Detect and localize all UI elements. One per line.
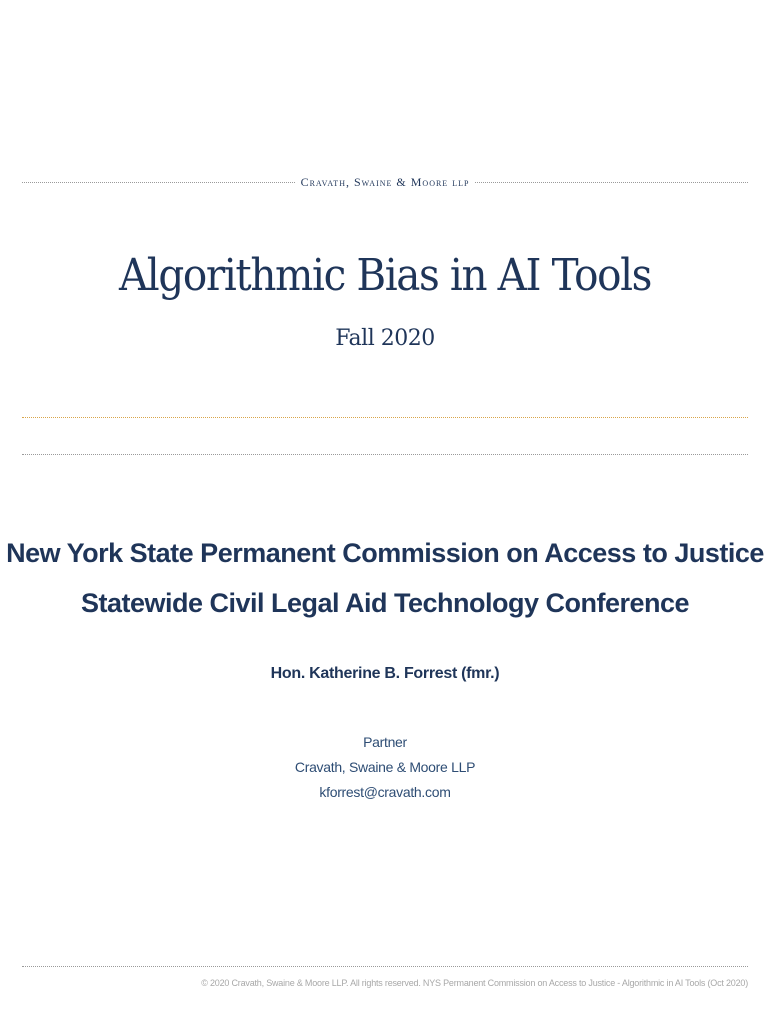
conference-name: Statewide Civil Legal Aid Technology Conference	[80, 588, 690, 618]
presentation-subtitle: Fall 2020	[335, 326, 435, 351]
gray-divider	[22, 454, 748, 455]
conference-organizer: New York State Permanent Commission on Access to Justice	[6, 538, 764, 568]
gold-divider	[22, 417, 748, 418]
speaker-email[interactable]: kforrest@cravath.com	[319, 784, 451, 800]
firm-name: Cravath, Swaine & Moore llp	[300, 174, 470, 189]
header-rule-left	[22, 182, 295, 183]
presentation-title: Algorithmic Bias in AI Tools	[118, 250, 652, 301]
speaker-name: Hon. Katherine B. Forrest (fmr.)	[270, 665, 500, 682]
footer-copyright: © 2020 Cravath, Swaine & Moore LLP. All rights reserved. NYS Permanent Commission on Access to Justice - Algorithmic in AI Tools (Oct 2020)	[201, 978, 748, 988]
footer-divider	[22, 966, 748, 967]
header-rule-right	[475, 182, 748, 183]
speaker-role: Partner	[363, 734, 407, 750]
speaker-firm: Cravath, Swaine & Moore LLP	[294, 759, 476, 775]
firm-header	[22, 172, 748, 192]
